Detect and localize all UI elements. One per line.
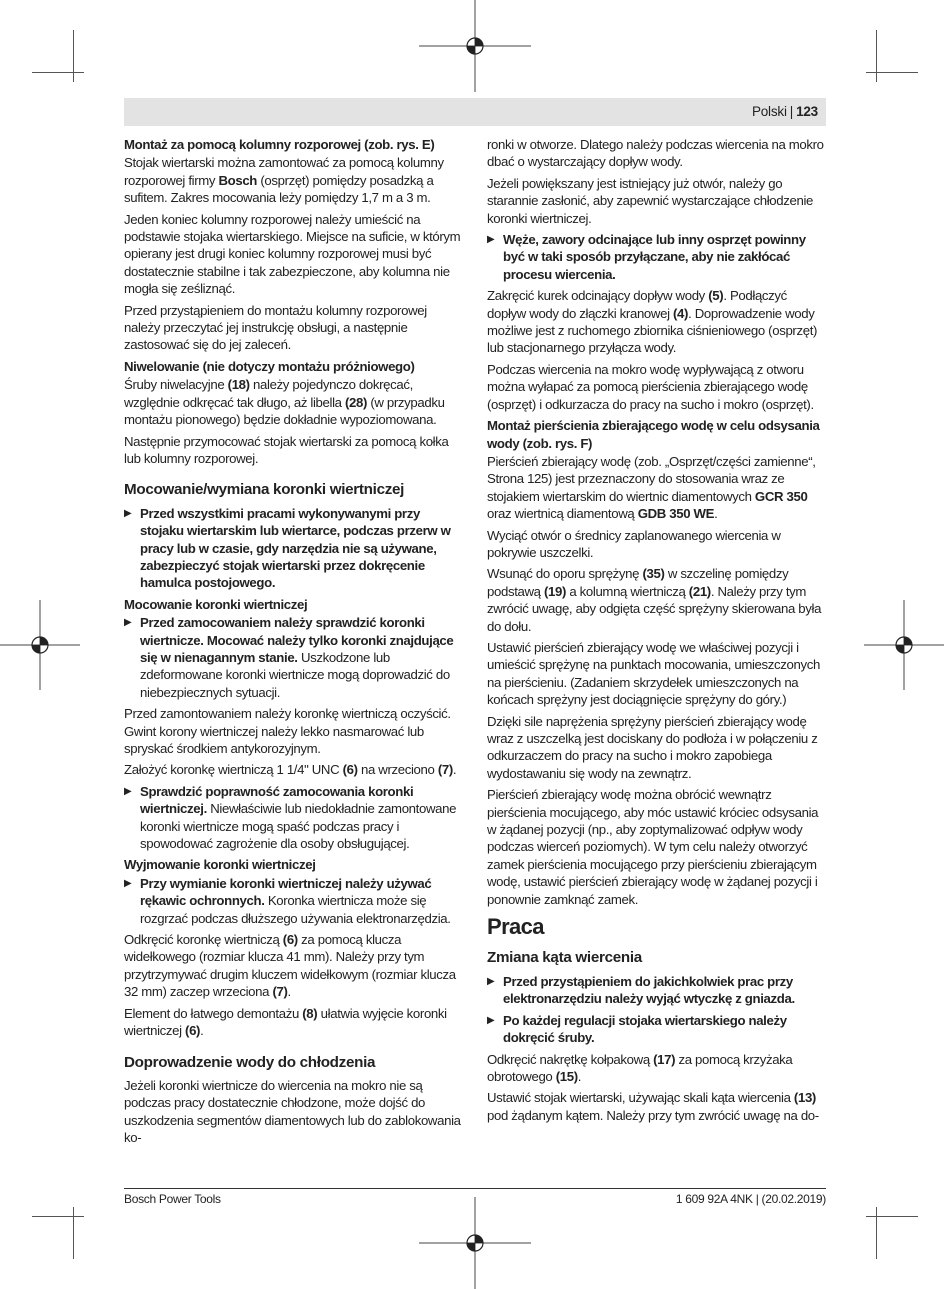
warning-triangle-icon: ▶: [124, 507, 132, 519]
subsection-heading: Wyjmowanie koronki wiertniczej: [124, 857, 316, 873]
subsection-heading: Mocowanie koronki wiertniczej: [124, 596, 308, 612]
paragraph: Ustawić stojak wiertarski, używając skali kąta wiercenia (13) pod żądanym kątem. Należy przy tym zwrócić uwagę na do-: [487, 1090, 819, 1123]
paragraph: Następnie przymocować stojak wiertarski za pomocą kołka lub kolumny rozporowej.: [124, 433, 449, 466]
paragraph: Odkręcić koronkę wiertniczą (6) za pomocą klucza widełkowego (rozmiar klucza 41 mm). Należy przy tym przytrzymywać drugim kluczem widełkowym (rozmiar klucza 32 mm) zaczep wrzeciona (7).: [124, 932, 456, 1000]
page-number: 123: [796, 104, 818, 119]
page-header: [124, 98, 826, 126]
paragraph: Pierścień zbierający wodę (zob. „Osprzęt/części zamienne“, Strona 125) jest przeznaczony do stosowania wraz ze stojakiem wiertarskim do wiertnic diamentowych GCR 350 oraz wiertnicą diamentową GDB 350 WE.: [487, 453, 816, 522]
warning-text: Przed wszystkimi pracami wykonywanymi przy stojaku wiertarskim lub wiertarce, podczas przerw w pracy lub w czasie, gdy narzędzia nie są używane, zabezpieczyć stojak wiertarski przez dokręcenie hamulca postojowego.: [140, 505, 451, 591]
warning-triangle-icon: ▶: [124, 617, 132, 629]
warning-text: Sprawdzić poprawność zamocowania koronki wiertniczej. Niewłaściwie lub niedokładnie zamontowane koronki wiertnicze mogą spaść podczas pracy i spowodować zagrożenie dla osoby obsługującej.: [140, 783, 457, 852]
footer-divider: [124, 1188, 826, 1189]
warning-item: [487, 1012, 827, 1047]
warning-item: [124, 505, 464, 592]
warning-triangle-icon: ▶: [487, 1014, 495, 1026]
footer-brand: Bosch Power Tools: [124, 1192, 221, 1206]
left-column: [124, 136, 464, 1151]
warning-triangle-icon: ▶: [124, 877, 132, 889]
crop-mark: [32, 1216, 84, 1217]
subsection-heading: Niwelowanie (nie dotyczy montażu próżniowego): [124, 358, 415, 374]
right-column: [487, 136, 827, 1128]
paragraph: Wsunąć do oporu sprężynę (35) w szczelinę pomiędzy podstawą (19) a kolumną wiertniczą (21). Należy przy tym zwrócić uwagę, aby odgięta część sprężyny skierowana była do dołu.: [487, 566, 822, 634]
paragraph: Dzięki sile naprężenia sprężyny pierścień zbierający wodę wraz z uszczelką jest dociskany do podłoża i w połączeniu z odkurzaczem do pracy na sucho i mokro zapobiega wydostawaniu się wody na zewnątrz.: [487, 713, 818, 781]
paragraph: Zakręcić kurek odcinający dopływ wody (5). Podłączyć dopływ wody do złączki kranowej (4). Doprowadzenie wody możliwe jest z ruchomego zbiornika ciśnieniowego (osprzęt) lub stacjonarnego przyłącza wody.: [487, 288, 818, 356]
paragraph: Przed przystąpieniem do montażu kolumny rozporowej należy przeczytać jej instrukcję obsługi, a następnie zastosować się do jej zaleceń.: [124, 302, 427, 353]
paragraph: Jeżeli powiększany jest istniejący już otwór, należy go starannie zasłonić, aby zapewnić wystarczające chłodzenie koronki wiertniczej.: [487, 175, 814, 226]
subsection-heading: Montaż pierścienia zbierającego wodę w celu odsysania wody (zob. rys. F): [487, 418, 820, 451]
warning-triangle-icon: ▶: [487, 234, 495, 246]
warning-text: Węże, zawory odcinające lub inny osprzęt powinny być w taki sposób przyłączane, aby nie zakłócać procesu wiercenia.: [503, 232, 806, 282]
subsection-heading: Montaż za pomocą kolumny rozporowej (zob. rys. E): [124, 137, 435, 152]
section-heading: Doprowadzenie wody do chłodzenia: [124, 1053, 376, 1071]
paragraph: Wyciąć otwór o średnicy zaplanowanego wiercenia w pokrywie uszczelki.: [487, 527, 781, 560]
section-heading: Praca: [487, 914, 544, 940]
paragraph: Jeden koniec kolumny rozporowej należy umieścić na podstawie stojaka wiertarskiego. Miejsce na suficie, w którym opierany jest drugi koniec kolumny rozporowej musi być dostatecznie stabilne i tak zabezpieczone, aby kolumna nie mogła się ześliznąć.: [124, 211, 461, 297]
paragraph: Przed zamontowaniem należy koronkę wiertniczą oczyścić. Gwint korony wiertniczej należy lekko nasmarować lub spryskać środkiem antykorozyjnym.: [124, 706, 451, 756]
paragraph: Pierścień zbierający wodę można obrócić wewnątrz pierścienia mocującego, aby móc ustawić króciec odsysania w żądanej pozycji (np., aby zoptymalizować odpływ wody podczas wierceń poziomych). W tym celu należy otworzyć zamek pierścienia mocującego przy pierścieniu zbierającym wodę, ustawić pierścień zbierający wodę w żądanej pozycji i ponownie zamknąć zamek.: [487, 787, 819, 907]
warning-triangle-icon: ▶: [487, 975, 495, 987]
section-heading: Zmiana kąta wiercenia: [487, 949, 642, 967]
paragraph: Stojak wiertarski można zamontować za pomocą kolumny rozporowej firmy Bosch (osprzęt) pomiędzy posadzką a sufitem. Zakres mocowania leży pomiędzy 1,7 m a 3 m.: [124, 155, 444, 206]
warning-text: Po każdej regulacji stojaka wiertarskiego należy dokręcić śruby.: [503, 1012, 787, 1046]
section-heading: Mocowanie/wymiana koronki wiertniczej: [124, 481, 405, 499]
crop-mark: [73, 1207, 74, 1259]
crop-mark: [866, 72, 918, 73]
header-text: Polski | 123: [751, 104, 818, 119]
crop-mark: [866, 1216, 918, 1217]
paragraph: Jeżeli koronki wiertnicze do wiercenia na mokro nie są podczas pracy dostatecznie chłodzone, może dojść do uszkodzenia segmentów diamentowych lub do zablokowania ko-: [124, 1077, 461, 1146]
crop-mark: [876, 30, 877, 82]
warning-item: [487, 973, 827, 1008]
warning-item: [124, 783, 464, 853]
warning-text: Przed zamocowaniem należy sprawdzić koronki wiertnicze. Mocować należy tylko koronki znajdujące się w nienagannym stanie. Uszkodzone lub zdeformowane koronki wiertnicze mogą doprowadzić do niebezpiecznych sytuacji.: [140, 615, 454, 700]
warning-item: [487, 231, 827, 283]
warning-text: Przy wymianie koronki wiertniczej należy używać rękawic ochronnych. Koronka wiertnicza może się rozgrzać podczas dłuższego używania elektronarzędzia.: [140, 875, 451, 926]
registration-mark-icon: [864, 600, 944, 690]
crop-mark: [32, 72, 84, 73]
crop-mark: [876, 1207, 877, 1259]
paragraph: ronki w otworze. Dlatego należy podczas wiercenia na mokro dbać o wystarczający dopływ wody.: [487, 137, 824, 170]
registration-mark-icon: [0, 600, 80, 690]
warning-item: [124, 614, 464, 701]
crop-mark: [73, 30, 74, 82]
warning-text: Przed przystąpieniem do jakichkolwiek prac przy elektronarzędziu należy wyjąć wtyczkę z gniazda.: [503, 973, 795, 1007]
warning-triangle-icon: ▶: [124, 785, 132, 797]
paragraph: Śruby niwelacyjne (18) należy pojedynczo dokręcać, względnie odkręcać tak długo, aż libella (28) (w przypadku montażu pionowego) będzie dokładnie wypoziomowana.: [124, 377, 445, 428]
registration-mark-icon: [419, 0, 531, 92]
paragraph: Założyć koronkę wiertniczą 1 1/4" UNC (6) na wrzeciono (7).: [124, 762, 457, 778]
footer-doc-id: 1 609 92A 4NK | (20.02.2019): [675, 1192, 826, 1206]
paragraph: Odkręcić nakrętkę kołpakową (17) za pomocą krzyżaka obrotowego (15).: [487, 1051, 793, 1084]
registration-mark-icon: [419, 1197, 531, 1289]
warning-item: [124, 875, 464, 927]
paragraph: Podczas wiercenia na mokro wodę wypływającą z otworu można wyłapać za pomocą pierścienia zbierającego wodę (osprzęt) i odkurzacza do pracy na sucho i mokro (osprzęt).: [487, 361, 814, 412]
header-language: Polski: [751, 104, 787, 119]
paragraph: Element do łatwego demontażu (8) ułatwia wyjęcie koronki wiertniczej (6).: [124, 1005, 447, 1039]
paragraph: Ustawić pierścień zbierający wodę we właściwej pozycji i umieścić sprężynę na punktach mocowania, umieszczonych na pierścieniu. (Zadaniem skrzydełek umieszczonych na końcach sprężyny jest dociągnięcie sprężyny do góry.): [487, 639, 820, 708]
